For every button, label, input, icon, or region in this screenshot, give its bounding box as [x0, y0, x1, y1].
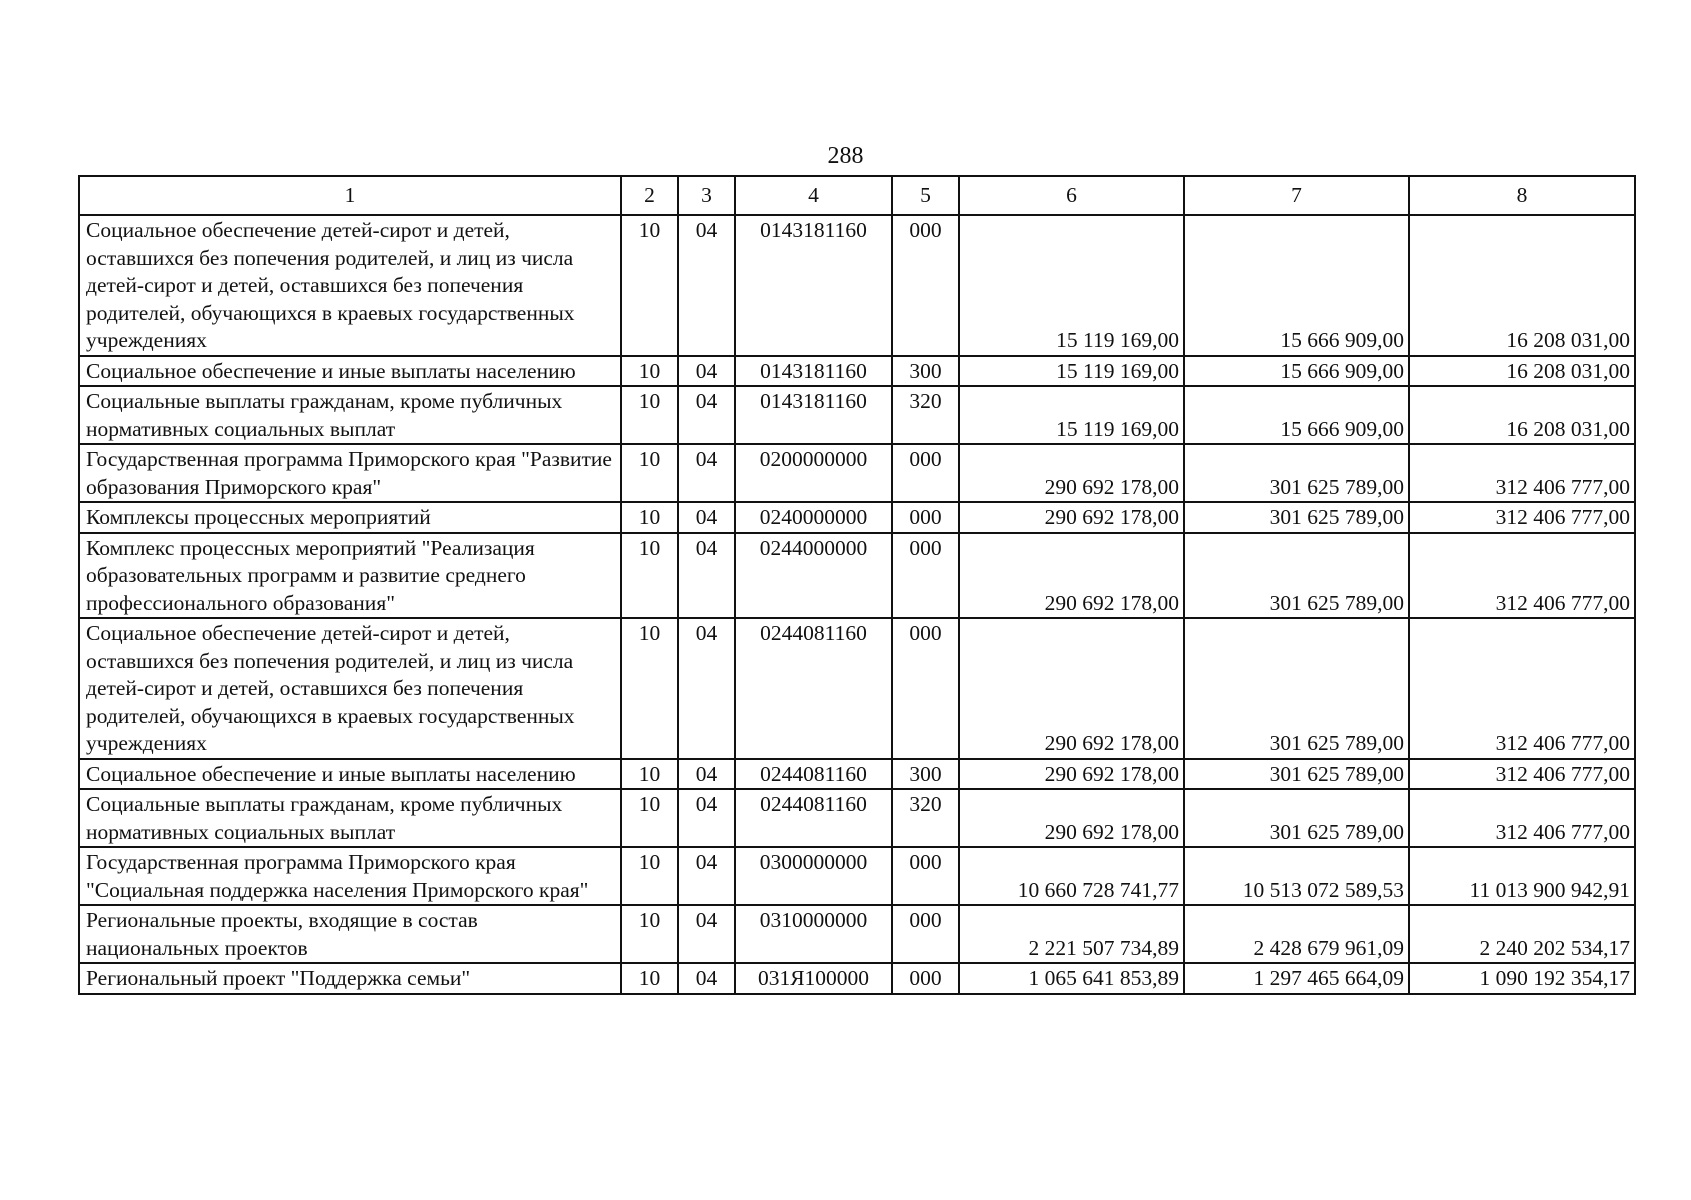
- column-number-row: [79, 176, 1635, 215]
- subsection-code-cell: 04: [678, 356, 735, 387]
- expense-type-cell: 300: [892, 759, 959, 790]
- amount-year-1-cell: 2 221 507 734,89: [959, 905, 1184, 963]
- expenditure-name-cell: Социальное обеспечение и иные выплаты населению: [79, 356, 621, 387]
- amount-year-3-cell: 312 406 777,00: [1409, 502, 1635, 533]
- table-row: [79, 356, 1635, 387]
- amount-year-3-cell: 312 406 777,00: [1409, 759, 1635, 790]
- expense-type-cell: 000: [892, 215, 959, 356]
- amount-year-2-cell: 301 625 789,00: [1184, 789, 1409, 847]
- amount-year-2-cell: 301 625 789,00: [1184, 502, 1409, 533]
- expenditure-name-cell: Комплексы процессных мероприятий: [79, 502, 621, 533]
- section-code-cell: 10: [621, 356, 678, 387]
- table-row: [79, 215, 1635, 356]
- table-row: [79, 905, 1635, 963]
- target-article-cell: 0244000000: [735, 533, 892, 619]
- expenditure-name-cell: Социальные выплаты гражданам, кроме публичных нормативных социальных выплат: [79, 789, 621, 847]
- section-code-cell: 10: [621, 759, 678, 790]
- amount-year-2-cell: 301 625 789,00: [1184, 533, 1409, 619]
- amount-year-1-cell: 15 119 169,00: [959, 215, 1184, 356]
- expense-type-cell: 000: [892, 905, 959, 963]
- expense-type-cell: 000: [892, 618, 959, 759]
- table-row: [79, 847, 1635, 905]
- subsection-code-cell: 04: [678, 444, 735, 502]
- amount-year-2-cell: 10 513 072 589,53: [1184, 847, 1409, 905]
- expense-type-cell: 300: [892, 356, 959, 387]
- amount-year-2-cell: 15 666 909,00: [1184, 356, 1409, 387]
- target-article-cell: 0143181160: [735, 356, 892, 387]
- section-code-cell: 10: [621, 847, 678, 905]
- amount-year-3-cell: 16 208 031,00: [1409, 356, 1635, 387]
- amount-year-1-cell: 290 692 178,00: [959, 444, 1184, 502]
- amount-year-1-cell: 290 692 178,00: [959, 759, 1184, 790]
- subsection-code-cell: 04: [678, 618, 735, 759]
- expense-type-cell: 320: [892, 789, 959, 847]
- column-header: 4: [735, 176, 892, 215]
- target-article-cell: 0300000000: [735, 847, 892, 905]
- expenditure-name-cell: Комплекс процессных мероприятий "Реализация образовательных программ и развитие среднего профессионального образования": [79, 533, 621, 619]
- section-code-cell: 10: [621, 502, 678, 533]
- section-code-cell: 10: [621, 618, 678, 759]
- expense-type-cell: 000: [892, 502, 959, 533]
- table-row: [79, 386, 1635, 444]
- budget-table: [78, 175, 1636, 995]
- amount-year-2-cell: 301 625 789,00: [1184, 444, 1409, 502]
- amount-year-2-cell: 301 625 789,00: [1184, 759, 1409, 790]
- amount-year-3-cell: 16 208 031,00: [1409, 386, 1635, 444]
- page-number: 288: [827, 143, 864, 169]
- amount-year-1-cell: 290 692 178,00: [959, 533, 1184, 619]
- section-code-cell: 10: [621, 533, 678, 619]
- section-code-cell: 10: [621, 905, 678, 963]
- amount-year-1-cell: 1 065 641 853,89: [959, 963, 1184, 994]
- table-row: [79, 502, 1635, 533]
- table-row: [79, 759, 1635, 790]
- target-article-cell: 0244081160: [735, 618, 892, 759]
- amount-year-3-cell: 2 240 202 534,17: [1409, 905, 1635, 963]
- column-header: 3: [678, 176, 735, 215]
- table-row: [79, 444, 1635, 502]
- amount-year-1-cell: 290 692 178,00: [959, 618, 1184, 759]
- table-row: [79, 789, 1635, 847]
- amount-year-3-cell: 1 090 192 354,17: [1409, 963, 1635, 994]
- amount-year-2-cell: 15 666 909,00: [1184, 386, 1409, 444]
- amount-year-1-cell: 15 119 169,00: [959, 356, 1184, 387]
- amount-year-3-cell: 312 406 777,00: [1409, 444, 1635, 502]
- target-article-cell: 0200000000: [735, 444, 892, 502]
- subsection-code-cell: 04: [678, 789, 735, 847]
- section-code-cell: 10: [621, 789, 678, 847]
- amount-year-3-cell: 11 013 900 942,91: [1409, 847, 1635, 905]
- target-article-cell: 0244081160: [735, 759, 892, 790]
- target-article-cell: 0240000000: [735, 502, 892, 533]
- column-header: 6: [959, 176, 1184, 215]
- expenditure-name-cell: Государственная программа Приморского края "Социальная поддержка населения Приморского края": [79, 847, 621, 905]
- expense-type-cell: 000: [892, 533, 959, 619]
- amount-year-2-cell: 301 625 789,00: [1184, 618, 1409, 759]
- amount-year-3-cell: 312 406 777,00: [1409, 618, 1635, 759]
- section-code-cell: 10: [621, 215, 678, 356]
- expense-type-cell: 320: [892, 386, 959, 444]
- subsection-code-cell: 04: [678, 215, 735, 356]
- expenditure-name-cell: Социальные выплаты гражданам, кроме публичных нормативных социальных выплат: [79, 386, 621, 444]
- expenditure-name-cell: Социальное обеспечение детей-сирот и детей, оставшихся без попечения родителей, и лиц из числа детей-сирот и детей, оставшихся без попечения родителей, обучающихся в краевых государственных учреждениях: [79, 618, 621, 759]
- subsection-code-cell: 04: [678, 905, 735, 963]
- subsection-code-cell: 04: [678, 963, 735, 994]
- section-code-cell: 10: [621, 444, 678, 502]
- target-article-cell: 0143181160: [735, 215, 892, 356]
- target-article-cell: 0143181160: [735, 386, 892, 444]
- subsection-code-cell: 04: [678, 759, 735, 790]
- target-article-cell: 0244081160: [735, 789, 892, 847]
- expense-type-cell: 000: [892, 444, 959, 502]
- table-row: [79, 963, 1635, 994]
- subsection-code-cell: 04: [678, 847, 735, 905]
- amount-year-1-cell: 15 119 169,00: [959, 386, 1184, 444]
- expenditure-name-cell: Социальное обеспечение и иные выплаты населению: [79, 759, 621, 790]
- amount-year-3-cell: 312 406 777,00: [1409, 789, 1635, 847]
- subsection-code-cell: 04: [678, 386, 735, 444]
- expenditure-name-cell: Социальное обеспечение детей-сирот и детей, оставшихся без попечения родителей, и лиц из числа детей-сирот и детей, оставшихся без попечения родителей, обучающихся в краевых государственных учреждениях: [79, 215, 621, 356]
- column-header: 7: [1184, 176, 1409, 215]
- amount-year-3-cell: 16 208 031,00: [1409, 215, 1635, 356]
- subsection-code-cell: 04: [678, 533, 735, 619]
- expense-type-cell: 000: [892, 963, 959, 994]
- amount-year-1-cell: 10 660 728 741,77: [959, 847, 1184, 905]
- amount-year-2-cell: 1 297 465 664,09: [1184, 963, 1409, 994]
- expenditure-name-cell: Региональные проекты, входящие в состав национальных проектов: [79, 905, 621, 963]
- amount-year-1-cell: 290 692 178,00: [959, 502, 1184, 533]
- subsection-code-cell: 04: [678, 502, 735, 533]
- amount-year-3-cell: 312 406 777,00: [1409, 533, 1635, 619]
- expense-type-cell: 000: [892, 847, 959, 905]
- section-code-cell: 10: [621, 386, 678, 444]
- table-row: [79, 618, 1635, 759]
- amount-year-2-cell: 2 428 679 961,09: [1184, 905, 1409, 963]
- column-header: 5: [892, 176, 959, 215]
- target-article-cell: 031Я100000: [735, 963, 892, 994]
- column-header: 8: [1409, 176, 1635, 215]
- expenditure-name-cell: Региональный проект "Поддержка семьи": [79, 963, 621, 994]
- expenditure-name-cell: Государственная программа Приморского края "Развитие образования Приморского края": [79, 444, 621, 502]
- column-header: 2: [621, 176, 678, 215]
- amount-year-1-cell: 290 692 178,00: [959, 789, 1184, 847]
- column-header: 1: [79, 176, 621, 215]
- table-row: [79, 533, 1635, 619]
- target-article-cell: 0310000000: [735, 905, 892, 963]
- section-code-cell: 10: [621, 963, 678, 994]
- amount-year-2-cell: 15 666 909,00: [1184, 215, 1409, 356]
